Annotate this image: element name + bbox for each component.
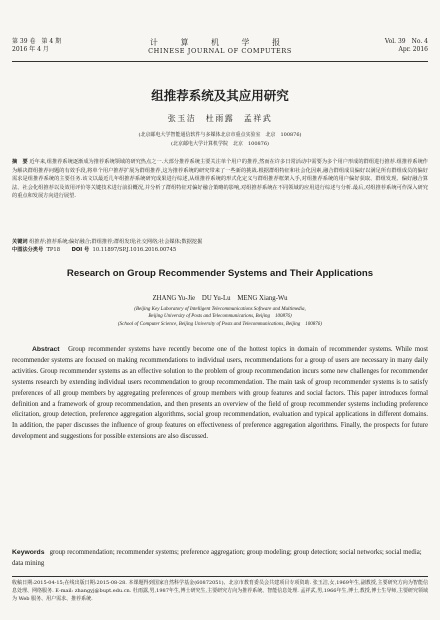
classification-zh [12,246,428,254]
keywords-en-label: Keywords [12,549,45,556]
header-rule [12,61,428,62]
journal-name-zh: 计 算 机 学 报 [149,38,291,47]
abstract-en-label: Abstract [32,346,60,353]
affiliation-en-3: (School of Computer Science, Beijing University of Posts and Telecommunications, Beijing 100876) [118,322,322,327]
affiliation-en-1: (Beijing Key Laboratory of Intelligent Telecommunications Software and Multimedia, [134,307,306,312]
clc-code: TP18 [46,247,61,253]
footnote-rule [12,576,428,577]
abstract-zh [12,158,428,201]
title-en: Research on Group Recommender Systems and Their Applications [66,268,374,279]
authors-en: ZHANG Yu-Jie DU Yu-Lu MENG Xiang-Wu [152,295,288,302]
header-volume-en: Vol. 39 No. 4 [384,38,428,45]
header-volume-zh: 第 39 卷 第 4 期 [12,38,62,45]
keywords-en [12,547,428,569]
title-zh: 组推荐系统及其应用研究 [151,88,289,103]
header-date-en: Apr. 2016 [398,46,428,53]
clc-label: 中图法分类号 [12,247,44,253]
authors-zh: 张玉洁 杜雨露 孟祥武 [167,114,273,123]
doi-label: DOI 号 [71,247,90,253]
affiliation-zh-1: (北京邮电大学智能通信软件与多媒体北京市重点实验室 北京 100876) [138,132,302,138]
journal-name-en: CHINESE JOURNAL OF COMPUTERS [148,47,292,55]
header-right [385,38,428,54]
abstract-zh-text: 近年来,组推荐系统逐渐成为推荐系统领域的研究热点之一.大部分推荐系统主要关注单个用户的推荐,然而在许多日常活动中需要为多个用户形成的群组进行推荐.组推荐系统作为解决群组推荐问题的有效手段,将单个用户推荐扩展为群组推荐,这为推荐系统的研究带来了一些新的挑战.根据群组特征和社会化因素,融合群组成员偏好以满足所有群组成员的偏好需求是组推荐系统的主要任务.该文以最近几年组推荐系统研究成果进行综述,从组推荐系统的形式化定义与群组推荐框架入手,对组推荐系统的用户偏好获取、群组发现、偏好融合算法、社会化组推荐以及效用评价等关键技术进行前沿概况,并分析了群组特征对偏好融合策略的影响,对组推荐系统在不同领域的应用进行综述与分析.最后,对组推荐系统可作深入研究的重点和发展方向进行展望. [12,159,428,199]
running-header [12,38,428,60]
header-date-zh: 2016 年 4 月 [12,46,49,53]
affiliation-en-2: Beijing University of Posts and Telecommunications, Beijing 100876) [148,314,292,319]
footnote: 收稿日期:2015-04-15;在线出版日期:2015-08-28. 本课题得到国家自然科学基金(60872051)、北京市教育委员会共建项目专项资助. 张玉洁,女,1969年生,副教授,主要研究方向为智能信息处理、网络服务. E-mail: zhangyj@bupt.edu.cn. 杜雨露,男,1987年生,博士研究生,主要研究方向为推荐系统、智能信息处理. 孟祥武,男,1966年生,博士,教授,博士生导师,主要研究领域为 Web 服务、用户需求、推荐系统. [12,580,428,602]
abstract-en-text: Group recommender systems have recently become one of the hottest topics in domain of recommender systems. While most recommender systems are focused on making recommendations to individual users, recommendations for a group of users are necessary in many daily activities. Group recommender systems as an effective solution to the problem of group recommendation incurs some new challenges for recommender systems research by extending individual users recommendation to group recommendation. The main task of group recommender systems is to satisfy preferences of all group members by aggregating preferences of group members with group features and social factors. This paper introduces formal definition and a framework of group recommendation, and then presents an overview of the field of group recommender systems including preference elicitation, group detection, preference aggregation algorithms, social group recommendation, evaluation and typical applications in different domains. In addition, the paper discusses the influence of group features on effectiveness of preference aggregation algorithms. Finally, the prospects for future development and suggestions for possible extensions are also discussed. [12,346,428,441]
abstract-en [12,345,428,443]
keywords-zh-label: 关键词 [12,239,28,245]
affiliation-zh-2: (北京邮电大学计算机学院 北京 100876) [171,141,269,147]
abstract-zh-label: 摘 要 [12,159,28,165]
keywords-en-text: group recommendation; recommender systems; preference aggregation; group modeling; group detection; social networks; social media; data mining [12,549,422,567]
keywords-zh [12,238,428,246]
header-center [12,38,428,55]
doi-value: 10.11897/SP.J.1016.2016.00745 [92,247,177,253]
keywords-zh-text: 组推荐;推荐系统;偏好融合;群组推荐;群组发现;社交网络;社会媒体;数据挖掘 [29,239,203,245]
